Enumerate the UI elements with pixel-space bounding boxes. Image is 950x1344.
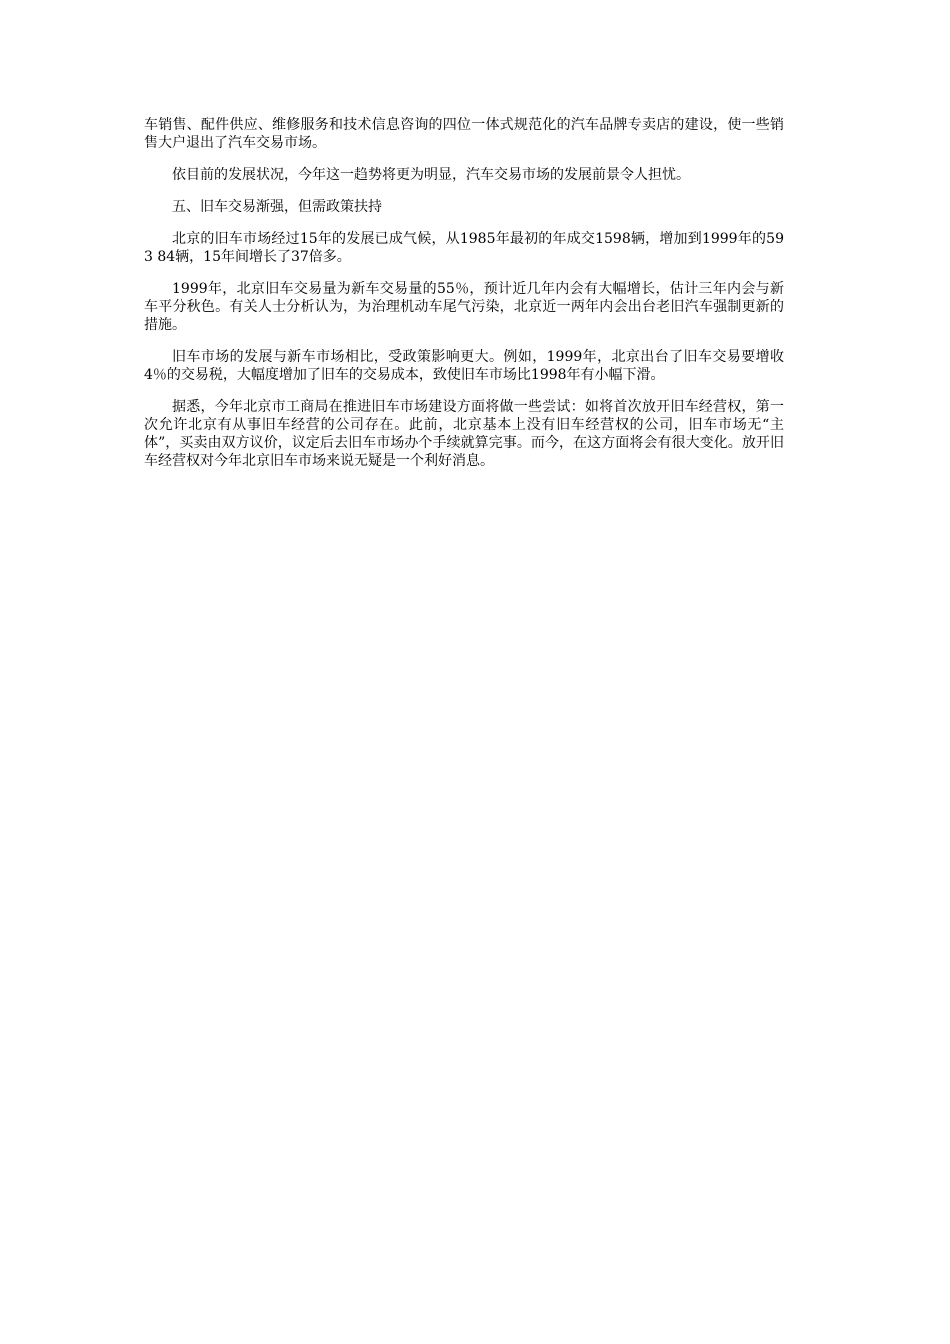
paragraph-used-car-ratio: 1999年，北京旧车交易量为新车交易量的55％，预计近几年内会有大幅增长，估计三年内会与新车平分秋色。有关人士分析认为，为治理机动车尾气污染，北京近一两年内会出台老旧汽车强制更新的措施。: [144, 281, 784, 333]
paragraph-continuation: 车销售、配件供应、维修服务和技术信息咨询的四位一体式规范化的汽车品牌专卖店的建设，使一些销售大户退出了汽车交易市场。: [144, 117, 784, 151]
document-body: [144, 116, 784, 484]
section-heading: 五、旧车交易渐强，但需政策扶持: [172, 199, 382, 215]
paragraph-policy-impact: 旧车市场的发展与新车市场相比，受政策影响更大。例如，1999年，北京出台了旧车交易要增收4％的交易税，大幅度增加了旧车的交易成本，致使旧车市场比1998年有小幅下滑。: [144, 349, 784, 383]
paragraph-licensing-reform: 据悉，今年北京市工商局在推进旧车市场建设方面将做一些尝试：如将首次放开旧车经营权，第一次允许北京有从事旧车经营的公司存在。此前，北京基本上没有旧车经营权的公司，旧车市场无“主体”，买卖由双方议价，议定后去旧车市场办个手续就算完事。而今，在这方面将会有很大变化。放开旧车经营权对今年北京旧车市场来说无疑是一个利好消息。: [144, 399, 784, 469]
paragraph-used-car-growth: 北京的旧车市场经过15年的发展已成气候，从1985年最初的年成交1598辆，增加到1999年的593 84辆，15年间增长了37倍多。: [144, 231, 784, 265]
paragraph-outlook: 依目前的发展状况，今年这一趋势将更为明显，汽车交易市场的发展前景令人担忧。: [172, 167, 690, 183]
